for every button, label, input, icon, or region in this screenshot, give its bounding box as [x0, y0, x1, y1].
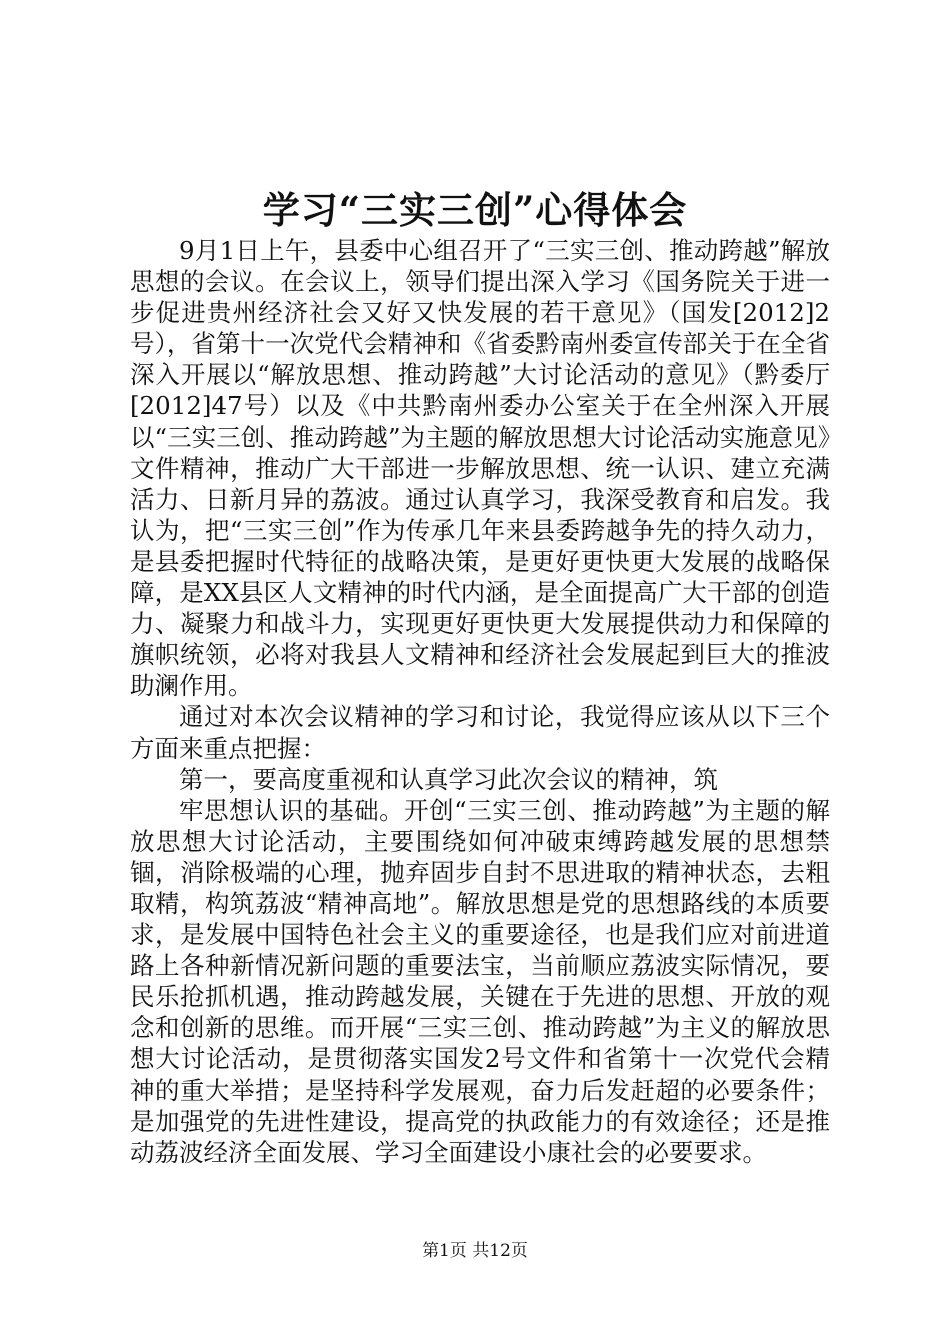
page-title: 学习“三实三创”心得体会 [262, 188, 688, 232]
page-footer: 第1页 共12页 [422, 1241, 528, 1261]
paragraph: 牢思想认识的基础。开创“三实三创、推动跨越”为主题的解放思想大讨论活动，主要围绕如何冲破束缚跨越发展的思想禁锢，消除极端的心理，抛弃固步自封不思进取的精神状态，去粗取精，构筑荔波“精神高地”。解放思想是党的思想路线的本质要求，是发展中国特色社会主义的重要途径，也是我们应对前进道路上各种新情况新问题的重要法宝，当前顺应荔波实际情况，要民乐抢抓机遇，推动跨越发展，关键在于先进的思想、开放的观念和创新的思维。而开展“三实三创、推动跨越”为主义的解放思想大讨论活动，是贯彻落实国发2号文件和省第十一次党代会精神的重大举措；是坚持科学发展观，奋力后发赶超的必要条件；是加强党的先进性建设，提高党的执政能力的有效途径；还是推动荔波经济全面发展、学习全面建设小康社会的必要要求。 [130, 795, 830, 1167]
paragraph: 第一，要高度重视和认真学习此次会议的精神，筑 [179, 764, 718, 794]
paragraph: 9月1日上午，县委中心组召开了“三实三创、推动跨越”解放思想的会议。在会议上，领导们提出深入学习《国务院关于进一步促进贵州经济社会又好又快发展的若干意见》（国发[2012]2号），省第十一次党代会精神和《省委黔南州委宣传部关于在全省深入开展以“解放思想、推动跨越”大讨论活动的意见》（黔委厅[2012]47号）以及《中共黔南州委办公室关于在全州深入开展以“三实三创、推动跨越”为主题的解放思想大讨论活动实施意见》文件精神，推动广大干部进一步解放思想、统一认识、建立充满活力、日新月异的荔波。通过认真学习，我深受教育和启发。我认为，把“三实三创”作为传承几年来县委跨越争先的持久动力，是县委把握时代特征的战略决策，是更好更快更大发展的战略保障，是XX县区人文精神的时代内涵，是全面提高广大干部的创造力、凝聚力和战斗力，实现更好更快更大发展提供动力和保障的旗帜统领，必将对我县人文精神和经济社会发展起到巨大的推波助澜作用。 [130, 236, 830, 701]
paragraph: 通过对本次会议精神的学习和讨论，我觉得应该从以下三个方面来重点把握： [130, 702, 830, 763]
document-body [130, 235, 830, 1168]
